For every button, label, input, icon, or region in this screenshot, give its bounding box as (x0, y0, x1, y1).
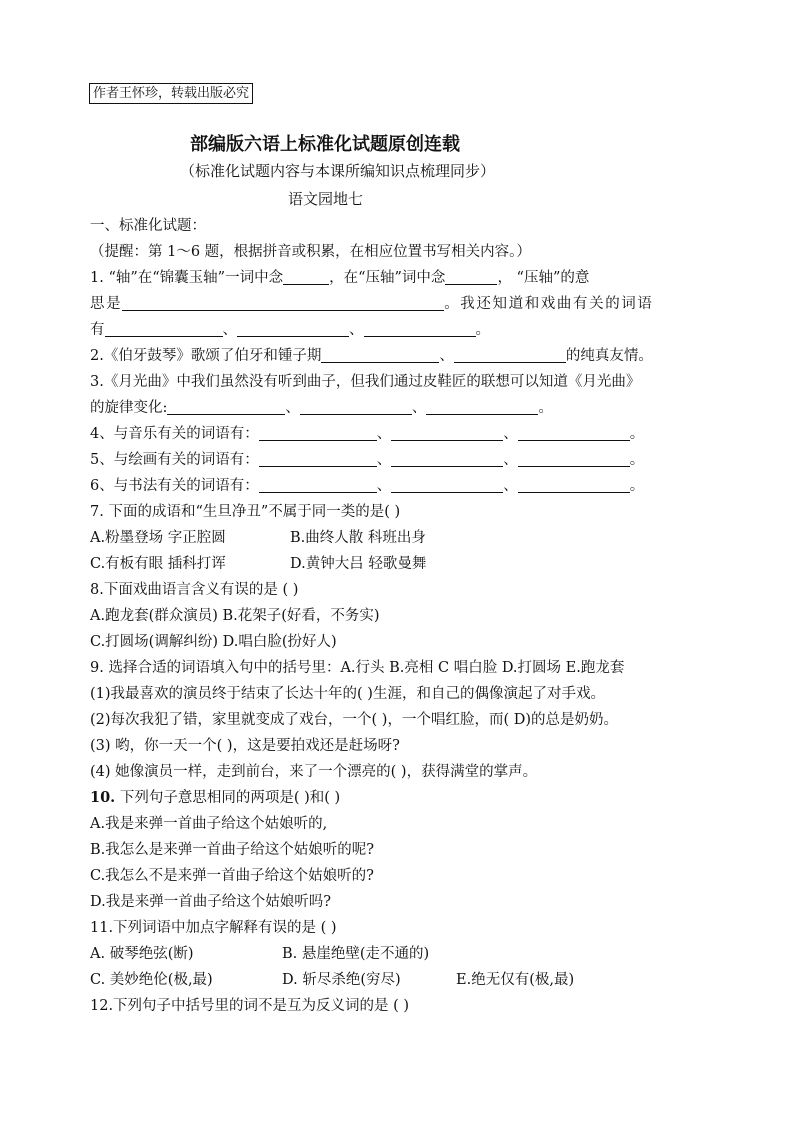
end-mark: 。 (629, 451, 645, 468)
separator: 、 (376, 451, 392, 468)
q7-option-c[interactable]: C.有板有眼 插科打诨 (90, 555, 226, 572)
q1-line-1 (90, 265, 710, 291)
q7-options-ab (90, 525, 710, 551)
q1-blank-6[interactable] (364, 320, 476, 337)
separator: 、 (503, 425, 518, 442)
question-body (90, 214, 710, 1019)
q8-stem: 8.下面戏曲语言含义有误的是 ( ) (90, 581, 299, 598)
q1-blank-1[interactable] (283, 268, 329, 285)
q2-blank-1[interactable] (321, 346, 439, 363)
q5-blank-1[interactable] (259, 450, 377, 467)
q6-blank-1[interactable] (259, 476, 377, 493)
q2-text-a: 2.《伯牙鼓琴》歌颂了伯牙和锺子期 (90, 347, 322, 364)
q9-sentence-2: (2)每次我犯了错，家里就变成了戏台，一个( )，一个唱红脸，而( D)的总是奶奶。 (90, 711, 619, 728)
q4-blank-1[interactable] (259, 424, 377, 441)
separator: 、 (503, 477, 518, 494)
q11-options-cde (90, 967, 710, 993)
q3-blank-3[interactable] (426, 398, 538, 415)
q11-options-ab (90, 941, 710, 967)
q9-sentence-4: (4) 她像演员一样，走到前台，来了一个漂亮的( )，获得满堂的掌声。 (90, 763, 538, 780)
end-mark: 。 (629, 477, 645, 494)
separator: 、 (439, 347, 454, 364)
q5-blank-2[interactable] (391, 450, 503, 467)
q10-number: 10. (90, 788, 116, 806)
q9-sentence-1: (1)我最喜欢的演员终于结束了长达十年的( )生涯，和自己的偶像演起了对手戏。 (90, 685, 605, 702)
q5-blank-3[interactable] (518, 450, 630, 467)
separator: 、 (285, 399, 300, 416)
q1-text-e: 。我还知道和戏曲有关的词语 (444, 295, 654, 312)
q10-stem-line (90, 785, 710, 811)
q11-option-e[interactable]: E.绝无仅有(极,最) (456, 971, 575, 988)
q11-option-a[interactable]: A. 破琴绝弦(断) (90, 945, 194, 962)
q1-blank-4[interactable] (105, 320, 223, 337)
page-title: 部编版六语上标准化试题原创连载 (190, 134, 460, 155)
q7-option-b[interactable]: B.曲终人散 科班出身 (290, 529, 426, 546)
author-note: 作者王怀珍，转载出版必究 (89, 83, 253, 104)
q7-option-a[interactable]: A.粉墨登场 字正腔圆 (90, 529, 226, 546)
q3-line-2 (90, 395, 710, 421)
q2-blank-2[interactable] (454, 346, 566, 363)
q6-text: 6、与书法有关的词语有： (90, 477, 259, 494)
q5-line (90, 447, 710, 473)
q1-blank-5[interactable] (237, 320, 349, 337)
end-mark: 。 (629, 425, 645, 442)
separator: 、 (376, 477, 392, 494)
q10-option-c[interactable]: C.我怎么不是来弹一首曲子给这个姑娘听的? (90, 867, 374, 884)
q9-stem: 9. 选择合适的词语填入句中的括号里：A.行头 B.亮相 C 唱白脸 D.打圆场 E.跑龙套 (90, 659, 625, 676)
q2-text-b: 的纯真友情。 (565, 347, 653, 364)
q1-text-f: 有 (90, 321, 105, 338)
end-mark: 。 (538, 399, 553, 416)
q11-option-c[interactable]: C. 美妙绝伦(极,最) (90, 971, 213, 988)
section-hint: （提醒：第 1～6 题，根据拼音或积累，在相应位置书写相关内容。） (90, 243, 531, 260)
q4-text: 4、与音乐有关的词语有： (90, 425, 259, 442)
q6-blank-3[interactable] (518, 476, 630, 493)
q6-blank-2[interactable] (391, 476, 503, 493)
q1-text-a: 1. “轴”在“锦囊玉轴”一词中念 (90, 269, 284, 286)
q8-options-cd[interactable]: C.打圆场(调解纠纷) D.唱白脸(扮好人) (90, 633, 337, 650)
q10-stem: 下列句子意思相同的两项是( )和( ) (115, 789, 341, 806)
page-subtitle: （标准化试题内容与本课所编知识点梳理同步） (180, 162, 496, 180)
q3-text: 的旋律变化: (90, 399, 168, 416)
q1-line-3 (90, 317, 710, 343)
q11-option-d[interactable]: D. 斩尽杀绝(穷尽) (282, 971, 401, 988)
separator: 、 (503, 451, 518, 468)
q8-options-ab[interactable]: A.跑龙套(群众演员) B.花架子(好看，不务实) (90, 607, 380, 624)
section-heading: 一、标准化试题： (90, 218, 206, 234)
lesson-title: 语文园地七 (288, 190, 364, 208)
q4-blank-2[interactable] (391, 424, 503, 441)
separator: 、 (222, 321, 237, 338)
q4-line (90, 421, 710, 447)
q3-line-1: 3.《月光曲》中我们虽然没有听到曲子，但我们通过皮鞋匠的联想可以知道《月光曲》 (90, 373, 641, 390)
q7-stem: 7. 下面的成语和“生旦净丑”不属于同一类的是( ) (90, 503, 401, 520)
q1-blank-2[interactable] (445, 268, 497, 285)
q7-option-d[interactable]: D.黄钟大吕 轻歌曼舞 (290, 555, 427, 572)
q4-blank-3[interactable] (518, 424, 630, 441)
q1-line-2 (90, 291, 710, 317)
q12-stem: 12.下列句子中括号里的词不是互为反义词的是 ( ) (90, 997, 410, 1014)
q9-sentence-3: (3) 哟，你一天一个( )，这是要拍戏还是赶场呀? (90, 737, 400, 754)
q3-blank-1[interactable] (167, 398, 285, 415)
q10-option-a[interactable]: A.我是来弹一首曲子给这个姑娘听的, (90, 815, 328, 832)
q1-blank-3[interactable] (122, 294, 444, 311)
separator: 、 (349, 321, 364, 338)
q11-stem: 11.下列词语中加点字解释有误的是 ( ) (90, 919, 337, 936)
q1-text-c: ， “压轴”的意 (497, 269, 590, 286)
separator: 、 (376, 425, 392, 442)
q1-text-d: 思是 (90, 295, 123, 312)
q2-line (90, 343, 710, 369)
end-mark: 。 (475, 321, 490, 338)
q10-option-d[interactable]: D.我是来弹一首曲子给这个姑娘听吗? (90, 893, 331, 910)
q10-option-b[interactable]: B.我怎么是来弹一首曲子给这个姑娘听的呢? (90, 841, 375, 858)
q3-blank-2[interactable] (300, 398, 412, 415)
q5-text: 5、与绘画有关的词语有： (90, 451, 259, 468)
q1-text-b: ，在“压轴”词中念 (329, 269, 446, 286)
q7-options-cd (90, 551, 710, 577)
q11-option-b[interactable]: B. 悬崖绝壁(走不通的) (282, 945, 430, 962)
separator: 、 (411, 399, 427, 416)
q6-line (90, 473, 710, 499)
